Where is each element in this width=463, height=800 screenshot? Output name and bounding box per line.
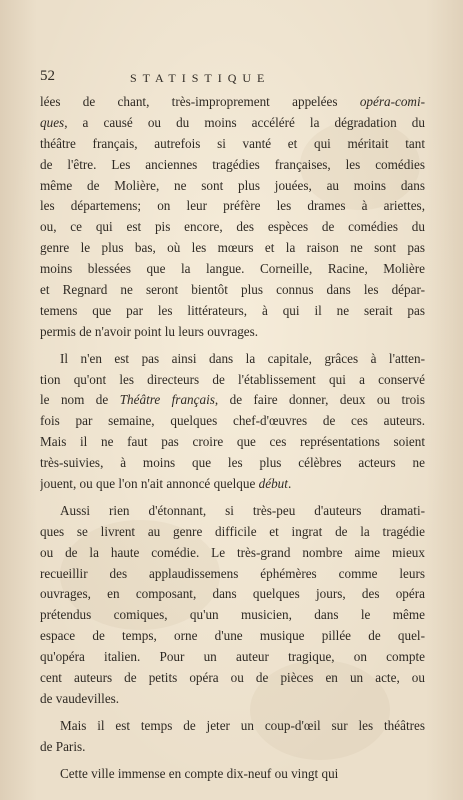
text-run: genre le plus bas, où les mœurs et la raison ne sont pas [40,240,425,256]
text-line [40,280,425,301]
text-run: temens que par les littérateurs, à qui il ne serait pas [40,302,425,318]
text-run: jouent, ou que l'on n'ait annoncé quelque [40,476,259,492]
text-line [40,322,425,343]
text-line [40,176,425,197]
text-run: moins blessées que la langue. Corneille, Racine, Molière [40,261,425,277]
text-run: fois par semaine, quelques chef-d'œuvres de ces auteurs. [40,413,425,429]
text-line [40,626,425,647]
text-line [40,370,425,391]
text-line [40,605,425,626]
text-line [40,764,425,785]
text-line [40,259,425,280]
text-run: recueillir des applaudissemens éphémères comme leurs [40,565,425,581]
text-line [40,474,425,495]
text-run: Cette ville immense en compte dix-neuf ou vingt qui [60,765,339,781]
text-line [40,501,425,522]
text-line [40,238,425,259]
paragraph [40,92,425,343]
text-run: ouvrages, en composant, dans quelques jours, des opéra [40,586,425,602]
text-line [40,92,425,113]
text-run: de Paris. [40,738,86,754]
paragraph [40,501,425,710]
text-line [40,113,425,134]
italic-text: opéra-comi- [359,94,425,109]
text-line [40,301,425,322]
text-line [40,564,425,585]
text-run: théâtre français, autrefois si vanté et qui méritait tant [40,135,425,151]
text-run: , a causé ou du moins accéléré la dégradation du [64,114,425,130]
text-run: tion qu'ont les directeurs de l'établissement qui a conservé [40,371,425,387]
text-run: et Regnard ne seront bientôt plus connus dans les dépar- [40,282,425,298]
page-number: 52 [40,68,55,84]
paragraph [40,716,425,758]
text-run: prétendus comiques, qu'un musicien, dans le même [40,607,425,623]
paragraph [40,764,425,785]
text-run: de l'être. Les anciennes tragédies françaises, les comédies [40,156,425,172]
text-line [40,647,425,668]
text-line [40,543,425,564]
text-run: , de faire donner, deux ou trois [214,392,425,408]
text-run: les départemens; on leur préfère les drames à ariettes, [40,198,425,214]
text-line [40,134,425,155]
text-run: ques se livrent au genre difficile et ingrat de la tragédie [40,523,425,539]
text-run: très-suivies, à moins que les plus célèbres acteurs ne [40,455,425,471]
text-line [40,390,425,411]
text-run: qu'opéra italien. Pour un auteur tragique, on compte [40,649,425,665]
italic-text: ques [40,114,65,130]
text-line [40,411,425,432]
text-run: Mais il est temps de jeter un coup-d'œil sur les théâtres [60,717,425,733]
text-line [40,349,425,370]
text-run: ou de la haute comédie. Le très-grand nombre aime mieux [40,544,425,560]
text-run: ou, ce qui est pis encore, des espèces de comédies du [40,219,425,235]
text-run: lées de chant, très-improprement appelées [40,94,360,109]
text-run: cent auteurs de petits opéra ou de pièces en un acte, ou [40,670,425,686]
text-run: . [287,476,292,492]
running-head: STATISTIQUE [130,71,271,85]
text-line [40,716,425,737]
text-line [40,196,425,217]
page-header [40,68,423,88]
text-line [40,522,425,543]
text-run: le nom de [40,392,120,408]
text-run: même de Molière, ne sont plus jouées, au moins dans [40,177,425,193]
text-line [40,668,425,689]
paragraph [40,349,425,495]
text-line [40,432,425,453]
italic-text: début [258,476,288,492]
text-line [40,584,425,605]
text-run: espace de temps, orne d'une musique pillée de quel- [40,628,425,644]
text-line [40,453,425,474]
text-line [40,737,425,758]
body-text [40,92,425,785]
text-line [40,217,425,238]
text-run: permis de n'avoir point lu leurs ouvrages. [40,323,259,339]
italic-text: Théâtre français [119,392,215,408]
text-run: Mais il ne faut pas croire que ces représentations soient [40,434,425,450]
text-line [40,155,425,176]
text-run: Aussi rien d'étonnant, si très-peu d'auteurs dramati- [60,502,425,518]
text-run: de vaudevilles. [40,690,120,706]
text-line [40,689,425,710]
text-run: Il n'en est pas ainsi dans la capitale, grâces à l'atten- [60,350,425,366]
